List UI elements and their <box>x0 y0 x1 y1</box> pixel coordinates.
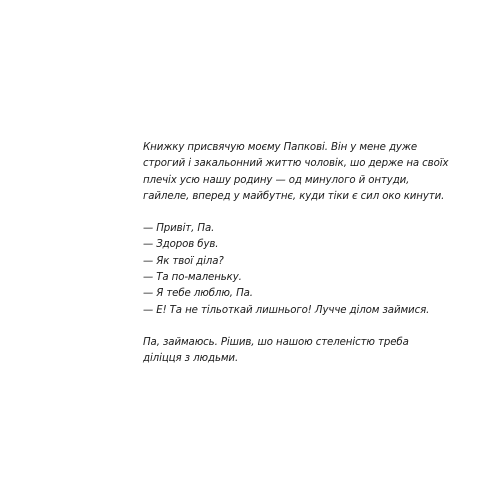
dialogue-line: — Здоров був. <box>143 239 219 251</box>
text-line: строгий і закальонний життю чоловік, шо держе на своїх <box>143 158 449 170</box>
paragraph-spacer <box>143 319 443 335</box>
text-line: Па, займаюсь. Рішив, шо нашою стеленістю треба <box>143 336 409 348</box>
dialogue-block <box>143 221 443 319</box>
dialogue-line: — Привіт, Па. <box>143 223 215 235</box>
text-line: діліцця з людьми. <box>143 353 239 365</box>
dialogue-line: — Я тебе люблю, Па. <box>143 288 253 300</box>
closing-paragraph <box>143 335 443 368</box>
paragraph-spacer <box>143 205 443 221</box>
text-line: гайлеле, вперед у майбутнє, куди тіки є сил око кинути. <box>143 190 445 202</box>
text-line: Книжку присвячую моєму Папкові. Він у мене дуже <box>143 142 418 153</box>
dialogue-line: — Та по-маленьку. <box>143 272 242 284</box>
dialogue-line: — Як твої діла? <box>143 255 224 267</box>
text-line: плечіх усю нашу родину — од минулого й онтуди, <box>143 174 410 186</box>
dialogue-line: — Е! Та не тільоткай лишнього! Лучче ділом займися. <box>143 304 430 316</box>
dedication-paragraph <box>143 140 449 205</box>
dedication-text <box>143 140 449 368</box>
